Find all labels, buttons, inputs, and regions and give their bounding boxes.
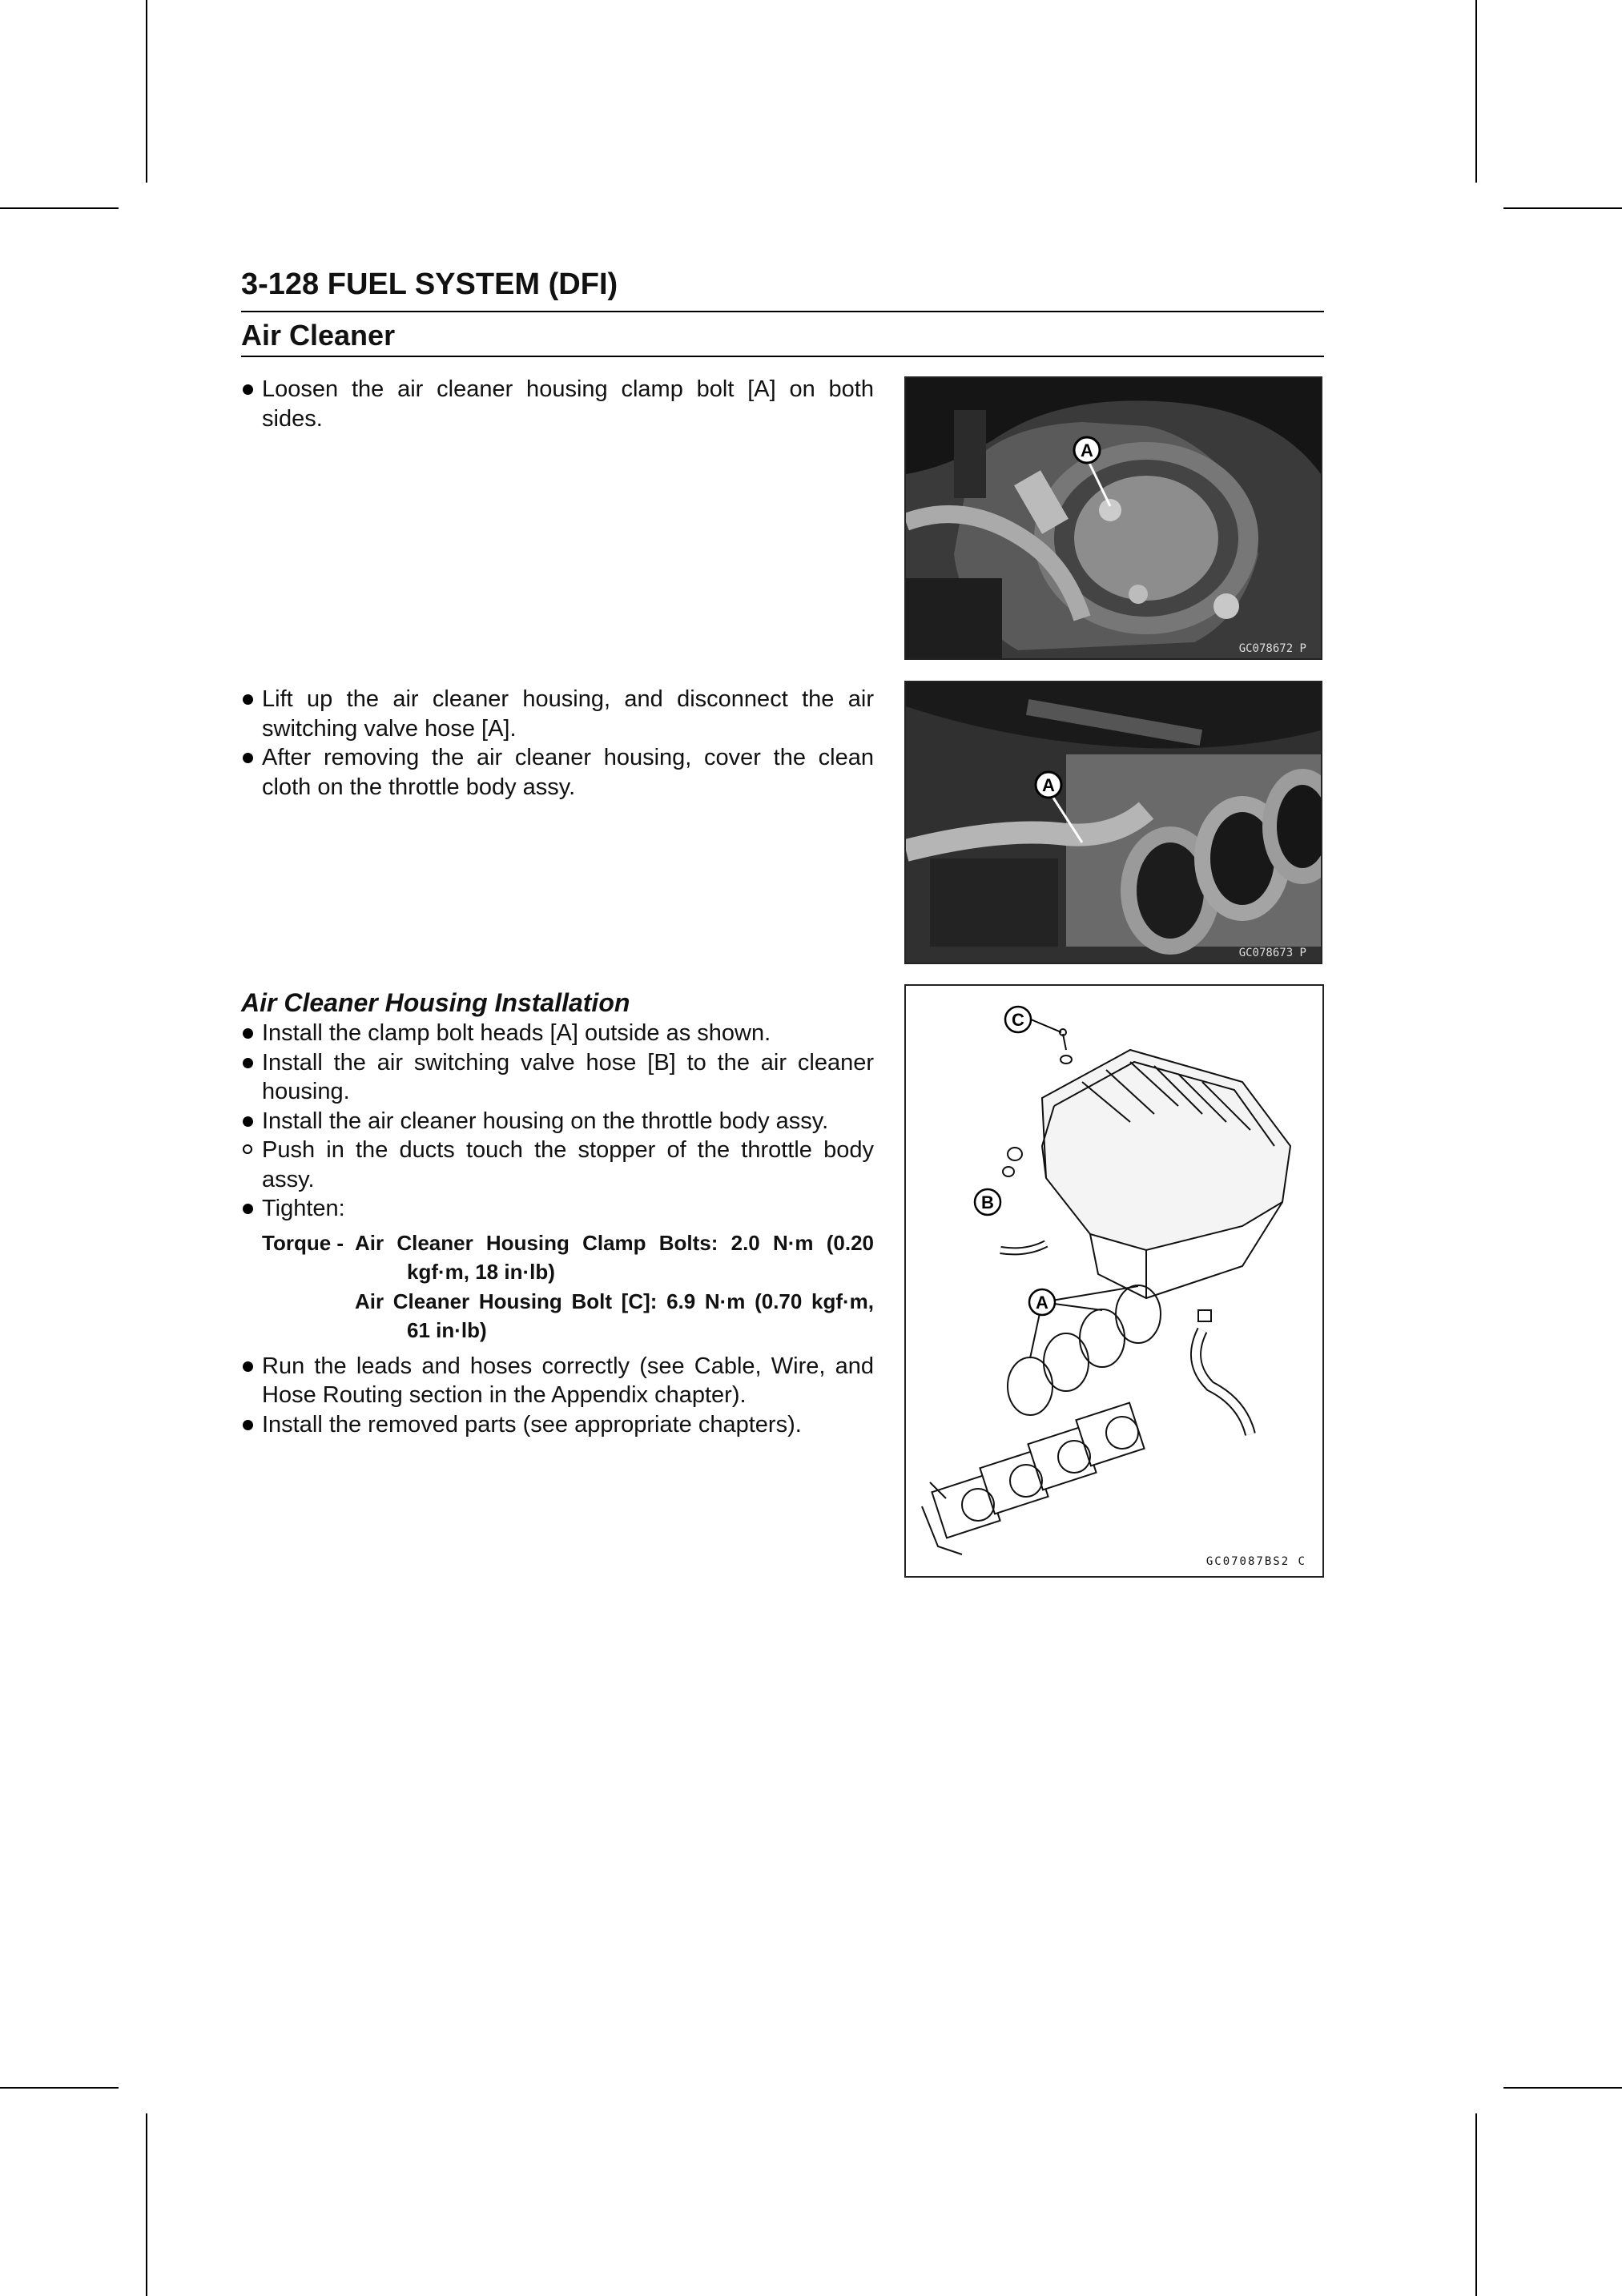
photo-valve-hose [904,681,1322,964]
photo-clamp-bolt [904,376,1322,660]
crop-mark [1475,2113,1477,2296]
callout-a: A [1042,775,1055,795]
bullet-icon [243,1028,253,1039]
callout-a: A [1036,1293,1048,1313]
callout-c: C [1012,1010,1024,1030]
torque-spec [241,1228,874,1345]
torque-housing-bolt-cont: 61 in·lb) [407,1318,487,1342]
crop-mark [1475,0,1477,183]
crop-mark [146,0,147,183]
page-title: 3-128 FUEL SYSTEM (DFI) [241,267,618,301]
crop-mark [1503,2087,1622,2089]
list-item: Loosen the air cleaner housing clamp bolt [A] on both sides. [241,375,874,433]
removal-step-1 [241,375,874,433]
exploded-diagram-drawing [906,986,1322,1576]
bullet-icon [243,1116,253,1127]
subsection-heading: Air Cleaner Housing Installation [241,988,630,1017]
list-sub-item: Push in the ducts touch the stopper of the throttle body assy. [241,1136,874,1194]
list-item: Install the clamp bolt heads [A] outside as shown. [241,1019,874,1048]
callout-a: A [1081,440,1093,460]
photo-valve-hose-image [906,682,1321,963]
torque-housing-bolt: Air Cleaner Housing Bolt [C]: 6.9 N·m (0.70 kgf·m, [355,1289,874,1313]
crop-mark [1503,207,1622,209]
bullet-icon [243,1058,253,1068]
section-title: Air Cleaner [241,319,396,352]
crop-mark [0,207,119,209]
torque-clamp-bolts: Air Cleaner Housing Clamp Bolts: 2.0 N·m (0.20 [355,1230,874,1255]
photo-id: GC078672 P [1238,642,1306,655]
photo-clamp-bolt-image [906,378,1321,658]
open-bullet-icon [243,1144,252,1154]
bullet-icon [243,753,253,763]
removal-step-2 [241,685,874,802]
list-item: After removing the air cleaner housing, cover the clean cloth on the throttle body assy. [241,743,874,802]
list-item: Install the removed parts (see appropriate chapters). [241,1410,874,1440]
diagram-id: GC07087BS2 C [1205,1555,1306,1568]
list-item: Tighten: [241,1194,874,1224]
bullet-icon [243,1361,253,1372]
list-item: Lift up the air cleaner housing, and disconnect the air switching valve hose [A]. [241,685,874,743]
callout-b: B [981,1192,994,1212]
bullet-icon [243,384,253,395]
photo-id: GC078673 P [1238,947,1306,959]
list-item: Install the air cleaner housing on the throttle body assy. [241,1107,874,1136]
torque-label: Torque - [262,1230,344,1255]
page-header [241,267,1324,357]
installation-section [241,987,874,1439]
list-item: Run the leads and hoses correctly (see Cable, Wire, and Hose Routing section in the Appendix chapter). [241,1352,874,1410]
bullet-icon [243,1420,253,1430]
crop-mark [146,2113,147,2296]
section-rule [241,356,1324,357]
torque-clamp-bolts-cont: kgf·m, 18 in·lb) [407,1260,555,1284]
exploded-diagram [904,984,1324,1578]
crop-mark [0,2087,119,2089]
bullet-icon [243,1204,253,1214]
list-item: Install the air switching valve hose [B] to the air cleaner housing. [241,1048,874,1107]
bullet-icon [243,694,253,705]
